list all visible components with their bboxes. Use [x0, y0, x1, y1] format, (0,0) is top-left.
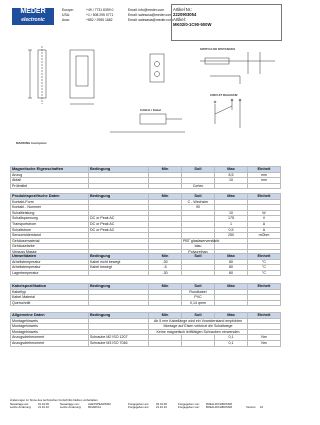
- col-header: Min: [149, 313, 182, 319]
- cell: Kontakt - Nummer: [11, 205, 89, 211]
- cell: [149, 340, 182, 346]
- article-box: [171, 4, 282, 41]
- article-name: MK02/0-1C90-500W: [173, 22, 212, 27]
- cell: A: [248, 221, 281, 227]
- col-header: Soll: [182, 194, 215, 200]
- cell: Montagehinweis: [11, 329, 89, 335]
- cell: Schaltleistung: [11, 210, 89, 216]
- footer-value: 21.10.10: [38, 405, 49, 410]
- cable-title: CABLE / Kabel: [140, 108, 162, 112]
- cell: -30: [149, 259, 182, 265]
- cell: Rundkabel: [182, 289, 215, 295]
- col-header: Soll: [182, 313, 215, 319]
- col-header: Max: [215, 167, 248, 173]
- footer-label: Freigegeben von:: [178, 401, 200, 406]
- contact-row: [62, 13, 172, 17]
- cell: [248, 183, 281, 189]
- cell: Transportstrom: [11, 221, 89, 227]
- cell: 80: [215, 265, 248, 271]
- footer-label: Neuanlage am:: [10, 401, 29, 406]
- cell: DC or Peak AC: [89, 216, 149, 222]
- cell: [215, 183, 248, 189]
- contact-email[interactable]: Email: info@meder.com: [128, 8, 165, 12]
- cell: mOhm: [248, 233, 281, 239]
- circuit-diagram-title: CIRCUIT DIAGRAM: [210, 93, 238, 97]
- cell: Anzug: [11, 172, 89, 178]
- cell: Lagertemperatur: [11, 270, 89, 276]
- col-header: Bedingung: [89, 313, 149, 319]
- contact-row: [62, 8, 164, 12]
- col-header: Bedingung: [89, 167, 149, 173]
- logo-text-main: MEDER: [20, 8, 46, 15]
- cell: [89, 183, 149, 189]
- col-header: Max: [215, 194, 248, 200]
- col-header: Bedingung: [89, 284, 149, 290]
- cell: 0,14 qmm: [182, 300, 215, 306]
- col-header: Einheit: [248, 167, 281, 173]
- cell: PBT glasfaserverstärkt: [183, 238, 220, 243]
- cell: 10: [215, 178, 248, 184]
- environment-data-table: [10, 253, 281, 276]
- contact-email[interactable]: Email: salesasia@meder.com: [128, 18, 173, 22]
- cell: C - Wechsler: [182, 199, 215, 205]
- cell: 0,5: [215, 227, 248, 233]
- cell: PVC: [182, 295, 215, 301]
- cell: Montagehinweis: [11, 324, 89, 330]
- cell: 90: [182, 205, 215, 211]
- sensor-detail-view: [150, 54, 164, 82]
- cell: Keine magnetisch leitfähigen Schrauben verwenden: [149, 329, 248, 335]
- table-row: [11, 270, 281, 276]
- footer-row: [10, 406, 290, 410]
- footer-note: Änderungen im Sinne des technischen Fortschritts bleiben vorbehalten: [10, 398, 98, 402]
- cell: DC or Peak AC: [89, 221, 149, 227]
- article-number-label: Artikel Nr.:: [173, 7, 193, 12]
- cell: W: [248, 210, 281, 216]
- cell: 80: [215, 270, 248, 276]
- cell: °C: [248, 259, 281, 265]
- cell: [182, 340, 215, 346]
- cell: [248, 300, 281, 306]
- cell: Gehäusematerial: [11, 238, 89, 244]
- cell: 0,1: [215, 340, 248, 346]
- cell: Schaltspannung: [11, 216, 89, 222]
- footer-value: BOELLRICHBOSSM: [206, 401, 232, 406]
- cell: 1: [215, 221, 248, 227]
- footer-label: Letzte Änderung:: [60, 405, 82, 410]
- cell: mm: [248, 172, 281, 178]
- contact-phone: +1 / 508 295 0771: [86, 13, 114, 17]
- cell: -5: [149, 265, 182, 271]
- col-header: Soll: [182, 284, 215, 290]
- cell: Schraube M2 ISO 1207: [89, 335, 149, 341]
- footer-value: BOELLRICHBOSSM: [206, 405, 232, 410]
- table-title: Umweltdaten: [11, 254, 89, 260]
- cell: Abfall: [11, 178, 89, 184]
- cell: V: [248, 216, 281, 222]
- table-title: Magnetische Eigenschaften: [11, 167, 89, 173]
- col-header: Einheit: [248, 313, 281, 319]
- col-header: Einheit: [248, 254, 281, 260]
- cell: [89, 300, 149, 306]
- table-row: [11, 340, 281, 346]
- footer-value: 03.01.06: [156, 401, 167, 406]
- table-row: [11, 300, 281, 306]
- cell: Verguss Masse: [11, 249, 89, 255]
- footer-label: Freigegeben am:: [128, 405, 150, 410]
- cell: Cortec: [182, 183, 215, 189]
- meder-logo: [12, 8, 54, 25]
- cell: Kabel Material: [11, 295, 89, 301]
- cell: °C: [248, 265, 281, 271]
- cell: Sensorwiderstand: [11, 233, 89, 239]
- contact-region: Asia:: [62, 18, 70, 22]
- contact-region: Europe:: [62, 8, 74, 12]
- cell: °C: [248, 270, 281, 276]
- general-data-table: [10, 312, 281, 347]
- cell: A: [248, 227, 281, 233]
- cell: Arbeitstemperatur: [11, 265, 89, 271]
- table-title: Produktspezifische Daten: [11, 194, 89, 200]
- cell: [149, 183, 182, 189]
- contact-region: USA:: [62, 13, 70, 17]
- cell: DC or Peak AC: [89, 227, 149, 233]
- article-number: 2220903054: [173, 12, 197, 17]
- col-header: Einheit: [248, 194, 281, 200]
- cable-spec-table: [10, 283, 281, 306]
- col-header: Min: [149, 284, 182, 290]
- contact-phone: +49 / 7731 8399 0: [86, 8, 114, 12]
- footer-label: Letzte Änderung:: [10, 405, 32, 410]
- cell: mm: [248, 178, 281, 184]
- contact-row: [62, 18, 173, 22]
- cell: Kabeltyp: [11, 289, 89, 295]
- marking-title: MARKING Inscription: [16, 141, 47, 145]
- col-header: Bedingung: [89, 194, 149, 200]
- cable-drawing: [140, 114, 166, 124]
- footer-value: MGARCIA: [88, 405, 102, 410]
- cell: Gehäusefarbe: [11, 244, 89, 250]
- col-header: Max: [215, 313, 248, 319]
- cell: 80: [215, 259, 248, 265]
- cell: Nm: [248, 340, 281, 346]
- footer-value: 10: [260, 405, 264, 410]
- cell: 0,1: [215, 335, 248, 341]
- table-row: [11, 183, 281, 189]
- footer-label: Freigegeben von:: [178, 405, 200, 410]
- technical-drawing: [10, 44, 290, 158]
- footer-value: ALEXSPEARSSM: [88, 401, 111, 406]
- col-header: Soll: [182, 167, 215, 173]
- cell: 10: [215, 210, 248, 216]
- cell: 250: [215, 233, 248, 239]
- col-header: Einheit: [248, 284, 281, 290]
- cell: Anzugsdrehmoment: [11, 335, 89, 341]
- switch-distances-title: SWITCH NO DISTANCES: [200, 47, 236, 51]
- cell: Montagehinweis: [11, 318, 89, 324]
- contact-phone: +852 / 2955 1682: [86, 18, 113, 22]
- table-title: Allgemeine Daten: [11, 313, 89, 319]
- cell: blau: [182, 244, 215, 250]
- article-label: Artikel:: [173, 17, 186, 22]
- col-header: Max: [215, 254, 248, 260]
- footer-label: Neuanlage von:: [60, 401, 80, 406]
- cell: [149, 300, 182, 306]
- cell: 175: [215, 216, 248, 222]
- cell: Polyurethan: [182, 249, 215, 255]
- cell: Ab 5 mm Kabellänge wird ein Vorwiderstand empfohlen: [149, 318, 248, 324]
- product-data-table: [10, 193, 281, 256]
- contact-email[interactable]: Email: salesusa@meder.com: [128, 13, 172, 17]
- magnetic-properties-table: [10, 166, 281, 189]
- col-header: Min: [149, 194, 182, 200]
- footer-value: 01.01.06: [38, 401, 49, 406]
- cell: Schraube M3 ISO 7046: [89, 340, 149, 346]
- footer-label: Version:: [246, 405, 257, 410]
- cell: Anzugsdrehmoment: [11, 340, 89, 346]
- footer-label: Freigegeben am:: [128, 401, 150, 406]
- cell: 8,5: [215, 172, 248, 178]
- cell: Montage auf Eisen verkürzt die Schaltwege: [149, 324, 248, 330]
- col-header: Min: [149, 167, 182, 173]
- cell: Schaltstrom: [11, 227, 89, 233]
- document-footer: [10, 399, 290, 410]
- cell: Nm: [248, 335, 281, 341]
- footer-value: 21.10.10: [156, 405, 167, 410]
- cell: Kabel bewegt: [89, 265, 149, 271]
- cell: Kabel nicht bewegt: [89, 259, 149, 265]
- col-header: Bedingung: [89, 254, 149, 260]
- col-header: Soll: [182, 254, 215, 260]
- cell: Arbeitstemperatur: [11, 259, 89, 265]
- col-header: Min: [149, 254, 182, 260]
- cell: Querschnitt: [11, 300, 89, 306]
- sensor-front-view: [70, 50, 94, 98]
- table-title: Kabelspezifikation: [11, 284, 89, 290]
- cell: [182, 270, 215, 276]
- circuit-symbol: [215, 100, 240, 128]
- cell: Kontakt-Form: [11, 199, 89, 205]
- cell: Prüfmittel: [11, 183, 89, 189]
- cell: [215, 300, 248, 306]
- cell: [89, 270, 149, 276]
- logo-text-sub: electronic: [21, 17, 45, 23]
- col-header: Max: [215, 284, 248, 290]
- cell: -30: [149, 270, 182, 276]
